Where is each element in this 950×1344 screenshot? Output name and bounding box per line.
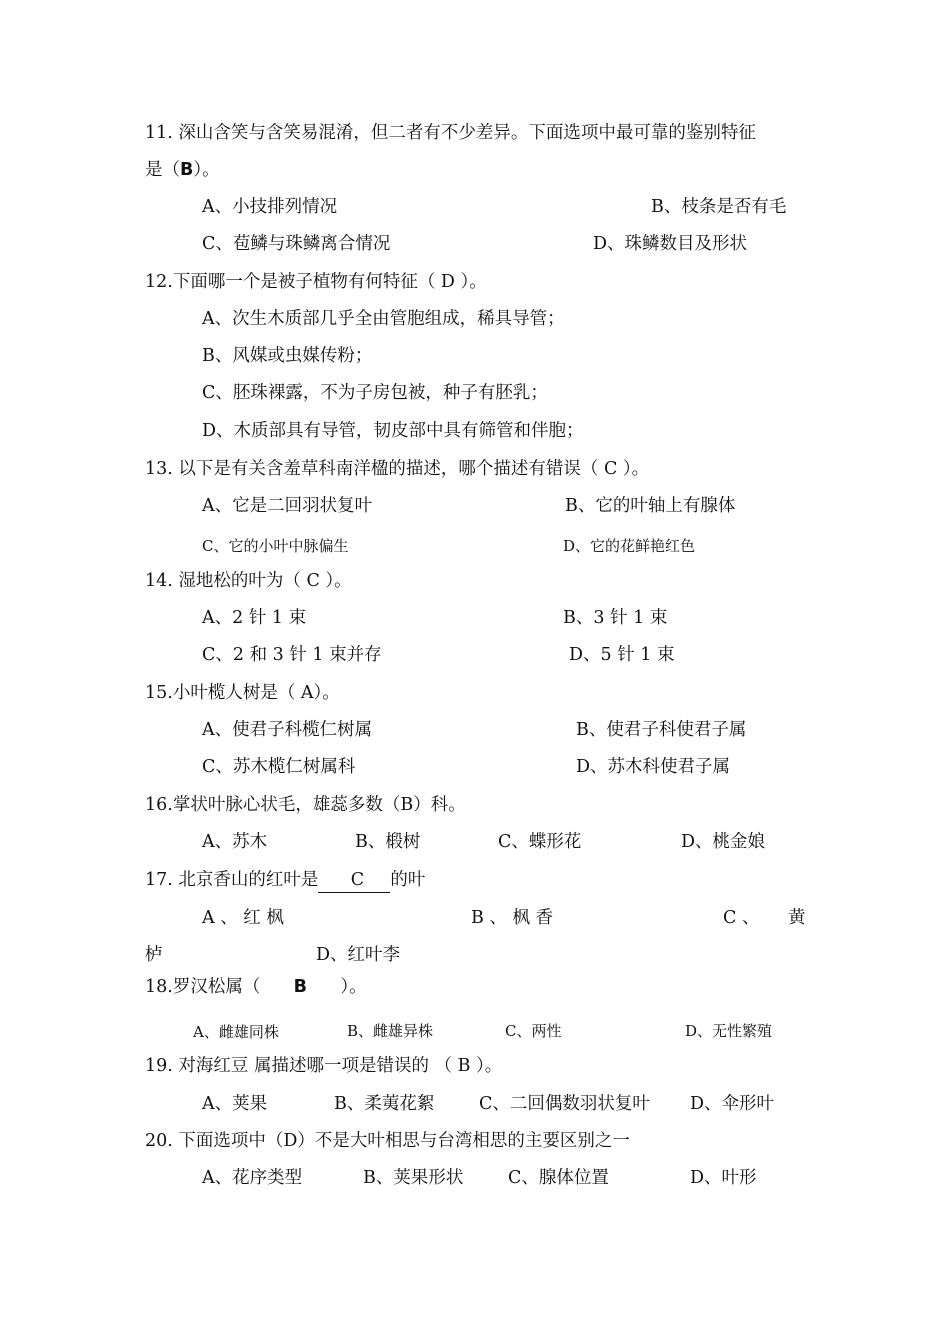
q12-option-c: C、胚珠裸露，不为子房包被，种子有胚乳； <box>202 383 548 403</box>
q20-stem: 20. 下面选项中（D）不是大叶相思与台湾相思的主要区别之一 <box>145 1131 630 1151</box>
q11-option-b: B、枝条是否有毛 <box>651 197 787 217</box>
q17-option-b: B 、 枫 香 <box>471 908 554 928</box>
q16-option-c: C、蝶形花 <box>498 832 582 852</box>
q20-option-c: C、腺体位置 <box>508 1168 609 1188</box>
q20-option-b: B、荚果形状 <box>363 1168 464 1188</box>
q18-stem-post: ）。 <box>340 977 367 997</box>
q19-option-a: A、荚果 <box>202 1094 268 1114</box>
q19-option-b: B、柔荑花絮 <box>334 1094 435 1114</box>
q13-option-c: C、它的小叶中脉偏生 <box>202 537 349 555</box>
q12-option-d: D、木质部具有导管，韧皮部中具有筛管和伴胞； <box>202 421 584 441</box>
q12-stem: 12.下面哪一个是被子植物有何特征（ D ）。 <box>145 272 487 292</box>
q14-option-c: C、2 和 3 针 1 束并存 <box>202 645 382 665</box>
q17-option-a: A 、 红 枫 <box>202 908 284 928</box>
q14-stem: 14. 湿地松的叶为（ C ）。 <box>145 571 352 591</box>
q16-stem: 16.掌状叶脉心状毛，雄蕊多数（B）科。 <box>145 795 466 815</box>
q18-option-c: C、两性 <box>505 1022 562 1040</box>
q15-option-a: A、使君子科榄仁树属 <box>202 720 373 740</box>
q16-option-a: A、苏木 <box>202 832 268 852</box>
q14-option-b: B、3 针 1 束 <box>563 608 668 628</box>
q17-option-c-text-2: 栌 <box>145 945 163 965</box>
q11-option-a: A、小技排列情况 <box>202 197 338 217</box>
q16-option-d: D、桃金娘 <box>681 832 766 852</box>
q11-stem-line2 <box>145 158 220 182</box>
q11-option-d: D、珠鳞数目及形状 <box>593 234 748 254</box>
q15-option-b: B、使君子科使君子属 <box>576 720 747 740</box>
q16-option-b: B、椴树 <box>355 832 421 852</box>
q17-option-c: C 、 <box>723 908 760 928</box>
q18-stem <box>145 975 367 999</box>
q15-option-c: C、苏木榄仁树属科 <box>202 757 356 777</box>
q17-option-d: D、红叶李 <box>316 945 401 965</box>
q15-option-d: D、苏木科使君子属 <box>576 757 731 777</box>
q18-stem-pre: 18.罗汉松属（ <box>145 977 261 997</box>
q19-option-d: D、伞形叶 <box>690 1094 775 1114</box>
q18-option-a: A、雌雄同株 <box>193 1023 279 1041</box>
q19-stem: 19. 对海红豆 属描述哪一项是错误的 （ B ）。 <box>145 1056 503 1076</box>
q12-option-a: A、次生木质部几乎全由管胞组成，稀具导管； <box>202 309 565 329</box>
q19-option-c: C、二回偶数羽状复叶 <box>479 1094 650 1114</box>
q17-stem-pre: 17. 北京香山的红叶是 <box>145 870 319 890</box>
q12-option-b: B、风媒或虫媒传粉； <box>202 346 373 366</box>
q13-stem: 13. 以下是有关含羞草科南洋楹的描述，哪个描述有错误（ C ）。 <box>145 459 650 479</box>
q18-option-b: B、雌雄异株 <box>347 1022 434 1040</box>
q17-stem-post: 的叶 <box>390 870 426 890</box>
q15-stem: 15.小叶榄人树是（ A）。 <box>145 683 340 703</box>
q20-option-a: A、花序类型 <box>202 1168 303 1188</box>
q11-stem-line1: 11. 深山含笑与含笑易混淆，但二者有不少差异。下面选项中最可靠的鉴别特征 <box>145 123 756 143</box>
q13-option-d: D、它的花鲜艳红色 <box>563 537 696 555</box>
q11-stem-post: ）。 <box>193 160 220 180</box>
q14-option-a: A、2 针 1 束 <box>202 608 307 628</box>
q20-option-d: D、叶形 <box>690 1168 757 1188</box>
q17-answer-blank: C <box>318 868 390 893</box>
q13-option-b: B、它的叶轴上有腺体 <box>565 496 736 516</box>
q18-answer: B <box>293 977 308 997</box>
q17-option-c-text-1: 黄 <box>788 908 806 928</box>
q13-option-a: A、它是二回羽状复叶 <box>202 496 373 516</box>
q11-stem-pre: 是（ <box>145 160 180 180</box>
q18-option-d: D、无性繁殖 <box>685 1022 773 1040</box>
q14-option-d: D、5 针 1 束 <box>569 645 675 665</box>
q17-stem <box>145 868 425 893</box>
q11-answer: B <box>180 160 194 180</box>
q11-option-c: C、苞鳞与珠鳞离合情况 <box>202 234 391 254</box>
